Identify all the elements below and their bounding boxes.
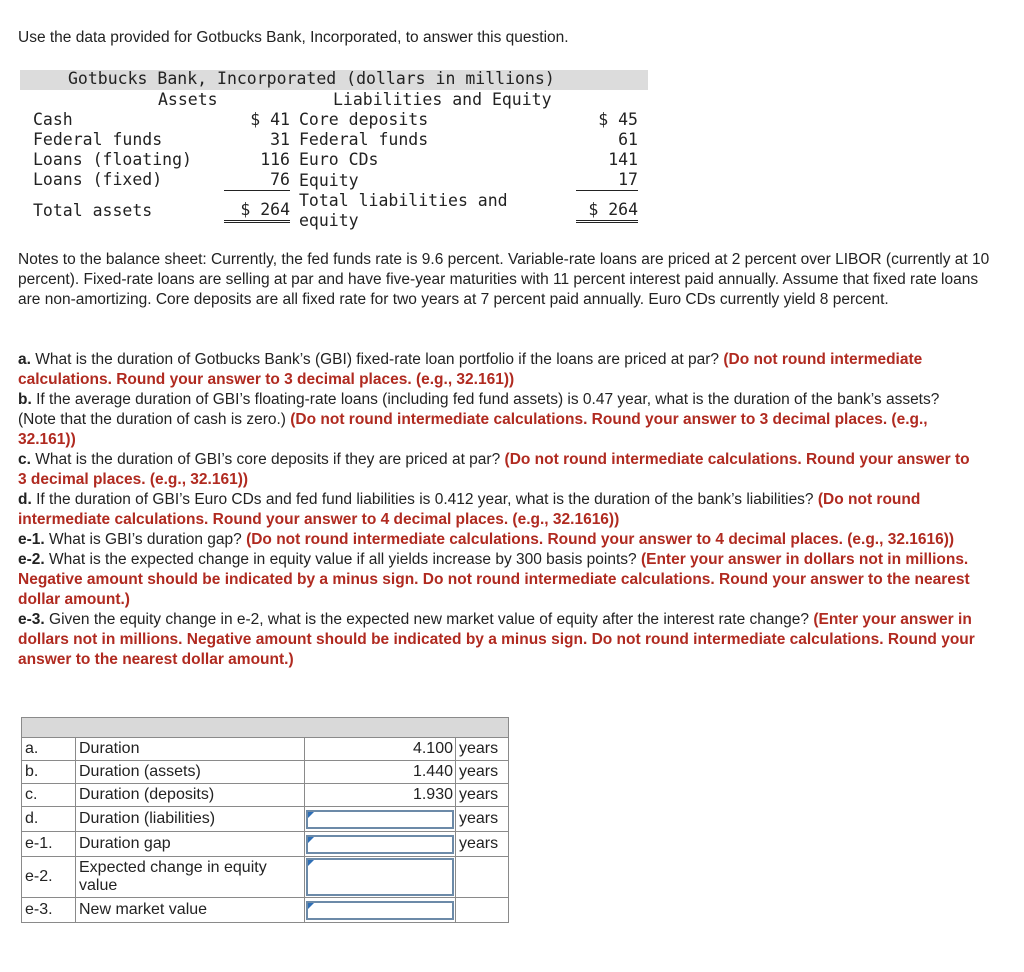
balance-sheet-notes: Notes to the balance sheet: Currently, the fed funds rate is 9.6 percent. Variable-rate loans are priced at 2 percent over LIBOR (currently at 10 percent). Fixed-rate loans are selling at par and have five-year maturities with 11 percent interest paid annually. Assume that fixed rate loans are non-amortizing. Core deposits are all fixed rate for two years at 7 percent paid annually. Euro CDs currently yield 8 percent. (18, 251, 990, 308)
asset-value: 31 (270, 130, 290, 149)
answer-input-duration-deposits[interactable]: 1.930 (305, 784, 456, 807)
total-liabilities-label: equity (299, 211, 359, 230)
answer-unit: years (456, 832, 509, 857)
asset-label: Loans (fixed) (33, 170, 163, 189)
question-d: d. If the duration of GBI’s Euro CDs and fed fund liabilities is 0.412 year, what is the duration of the bank’s liabilities? (Do not round intermediate calculations. Round your answer to 4 decimal places. (e.g., 32.1616)) (18, 491, 921, 528)
answer-row (22, 807, 509, 832)
liabilities-header: Liabilities and Equity (333, 90, 552, 109)
answer-input-duration-assets[interactable]: 1.440 (305, 761, 456, 784)
answer-input-duration-gap[interactable] (306, 835, 454, 854)
answer-row (22, 784, 509, 807)
liability-label: Equity (299, 171, 359, 190)
answer-input-duration[interactable]: 4.100 (305, 738, 456, 761)
answer-unit: years (456, 738, 509, 761)
answer-unit: years (456, 761, 509, 784)
answer-id: b. (22, 761, 76, 784)
answer-input-duration-liabilities[interactable] (306, 810, 454, 829)
answer-row (22, 857, 509, 898)
question-instruction: (Do not round intermediate calculations. Round your answer to 3 decimal places. (e.g., 32.161)) (18, 411, 928, 448)
question-instruction: (Do not round intermediate calculations. Round your answer to 4 decimal places. (e.g., 32.1616)) (246, 531, 955, 548)
answer-row (22, 761, 509, 784)
answer-unit (456, 857, 509, 898)
question-a: a. What is the duration of Gotbucks Bank’s (GBI) fixed-rate loan portfolio if the loans are priced at par? (Do not round intermediate calculations. Round your answer to 3 decimal places. (e.g., 32.161)) (18, 351, 923, 388)
question-e2: e-2. What is the expected change in equity value if all yields increase by 300 basis points? (Enter your answer in dollars not in millions. Negative amount should be indicated by a minus sign. Do not round intermediate calculations. Round your answer to the nearest dollar amount.) (18, 551, 970, 608)
answer-id: e-1. (22, 832, 76, 857)
answer-table-header (22, 718, 509, 738)
answer-table (21, 717, 508, 923)
asset-label: Cash (33, 110, 73, 129)
asset-label: Federal funds (33, 130, 163, 149)
answer-unit: years (456, 807, 509, 832)
question-instruction: (Do not round intermediate calculations. Round your answer to 4 decimal places. (e.g., 32.1616)) (18, 491, 921, 528)
question-e3: e-3. Given the equity change in e-2, what is the expected new market value of equity after the interest rate change? (Enter your answer in dollars not in millions. Negative amount should be indicated by a minus sign. Do not round intermediate calculations. Round your answer to the nearest dollar amount.) (18, 611, 975, 668)
assets-header: Assets (158, 90, 218, 109)
total-assets-value: $ 264 (224, 200, 290, 223)
question-instruction: (Do not round intermediate calculations. Round your answer to 3 decimal places. (e.g., 32.161)) (18, 351, 923, 388)
answer-id: e-3. (22, 898, 76, 923)
answer-id: d. (22, 807, 76, 832)
intro-text: Use the data provided for Gotbucks Bank, Incorporated, to answer this question. (18, 29, 569, 46)
asset-label: Loans (floating) (33, 150, 192, 169)
liability-label: Euro CDs (299, 150, 379, 169)
answer-unit: years (456, 784, 509, 807)
question-b: b. If the average duration of GBI’s floating-rate loans (including fed fund assets) is 0.47 year, what is the duration of the bank’s assets? (Note that the duration of cash is zero.) (Do not round intermediate calculations. Round your answer to 3 decimal places. (e.g., 32.161)) (18, 391, 940, 448)
liability-label: Federal funds (299, 130, 429, 149)
liability-value: $ 45 (598, 110, 638, 129)
answer-label: Duration gap (76, 832, 305, 857)
answer-input-new-market-value[interactable] (306, 901, 454, 920)
answer-label: Expected change in equity value (76, 857, 305, 898)
total-assets-label: Total assets (33, 201, 153, 220)
total-liabilities-value: $ 264 (576, 200, 638, 223)
answer-row (22, 832, 509, 857)
answer-row (22, 738, 509, 761)
question-instruction: (Enter your answer in dollars not in millions. Negative amount should be indicated by a minus sign. Do not round intermediate calculations. Round your answer to the nearest dollar amount.) (18, 551, 970, 608)
answer-id: c. (22, 784, 76, 807)
question-instruction: (Enter your answer in dollars not in millions. Negative amount should be indicated by a minus sign. Do not round intermediate calculations. Round your answer to the nearest dollar amount.) (18, 611, 975, 668)
answer-id: e-2. (22, 857, 76, 898)
answer-label: New market value (76, 898, 305, 923)
balance-sheet-title: Gotbucks Bank, Incorporated (dollars in millions) (68, 69, 555, 88)
answer-id: a. (22, 738, 76, 761)
question-c: c. What is the duration of GBI’s core deposits if they are priced at par? (Do not round intermediate calculations. Round your answer to 3 decimal places. (e.g., 32.161)) (18, 451, 970, 488)
answer-row (22, 898, 509, 923)
question-e1: e-1. What is GBI’s duration gap? (Do not round intermediate calculations. Round your answer to 4 decimal places. (e.g., 32.1616)) (18, 531, 955, 548)
answer-unit (456, 898, 509, 923)
liability-value: 61 (618, 130, 638, 149)
question-instruction: (Do not round intermediate calculations. Round your answer to 3 decimal places. (e.g., 32.161)) (18, 451, 970, 488)
answer-label: Duration (assets) (76, 761, 305, 784)
answer-label: Duration (liabilities) (76, 807, 305, 832)
liability-value: 17 (576, 170, 638, 191)
questions (18, 350, 978, 670)
answer-input-equity-change[interactable] (306, 858, 454, 896)
asset-value: 76 (224, 170, 290, 191)
answer-label: Duration (76, 738, 305, 761)
balance-sheet-title-bar (20, 70, 648, 90)
liability-label: Core deposits (299, 110, 429, 129)
asset-value: 116 (260, 150, 290, 169)
total-liabilities-label: Total liabilities and (299, 191, 508, 210)
asset-value: $ 41 (250, 110, 290, 129)
answer-label: Duration (deposits) (76, 784, 305, 807)
liability-value: 141 (608, 150, 638, 169)
